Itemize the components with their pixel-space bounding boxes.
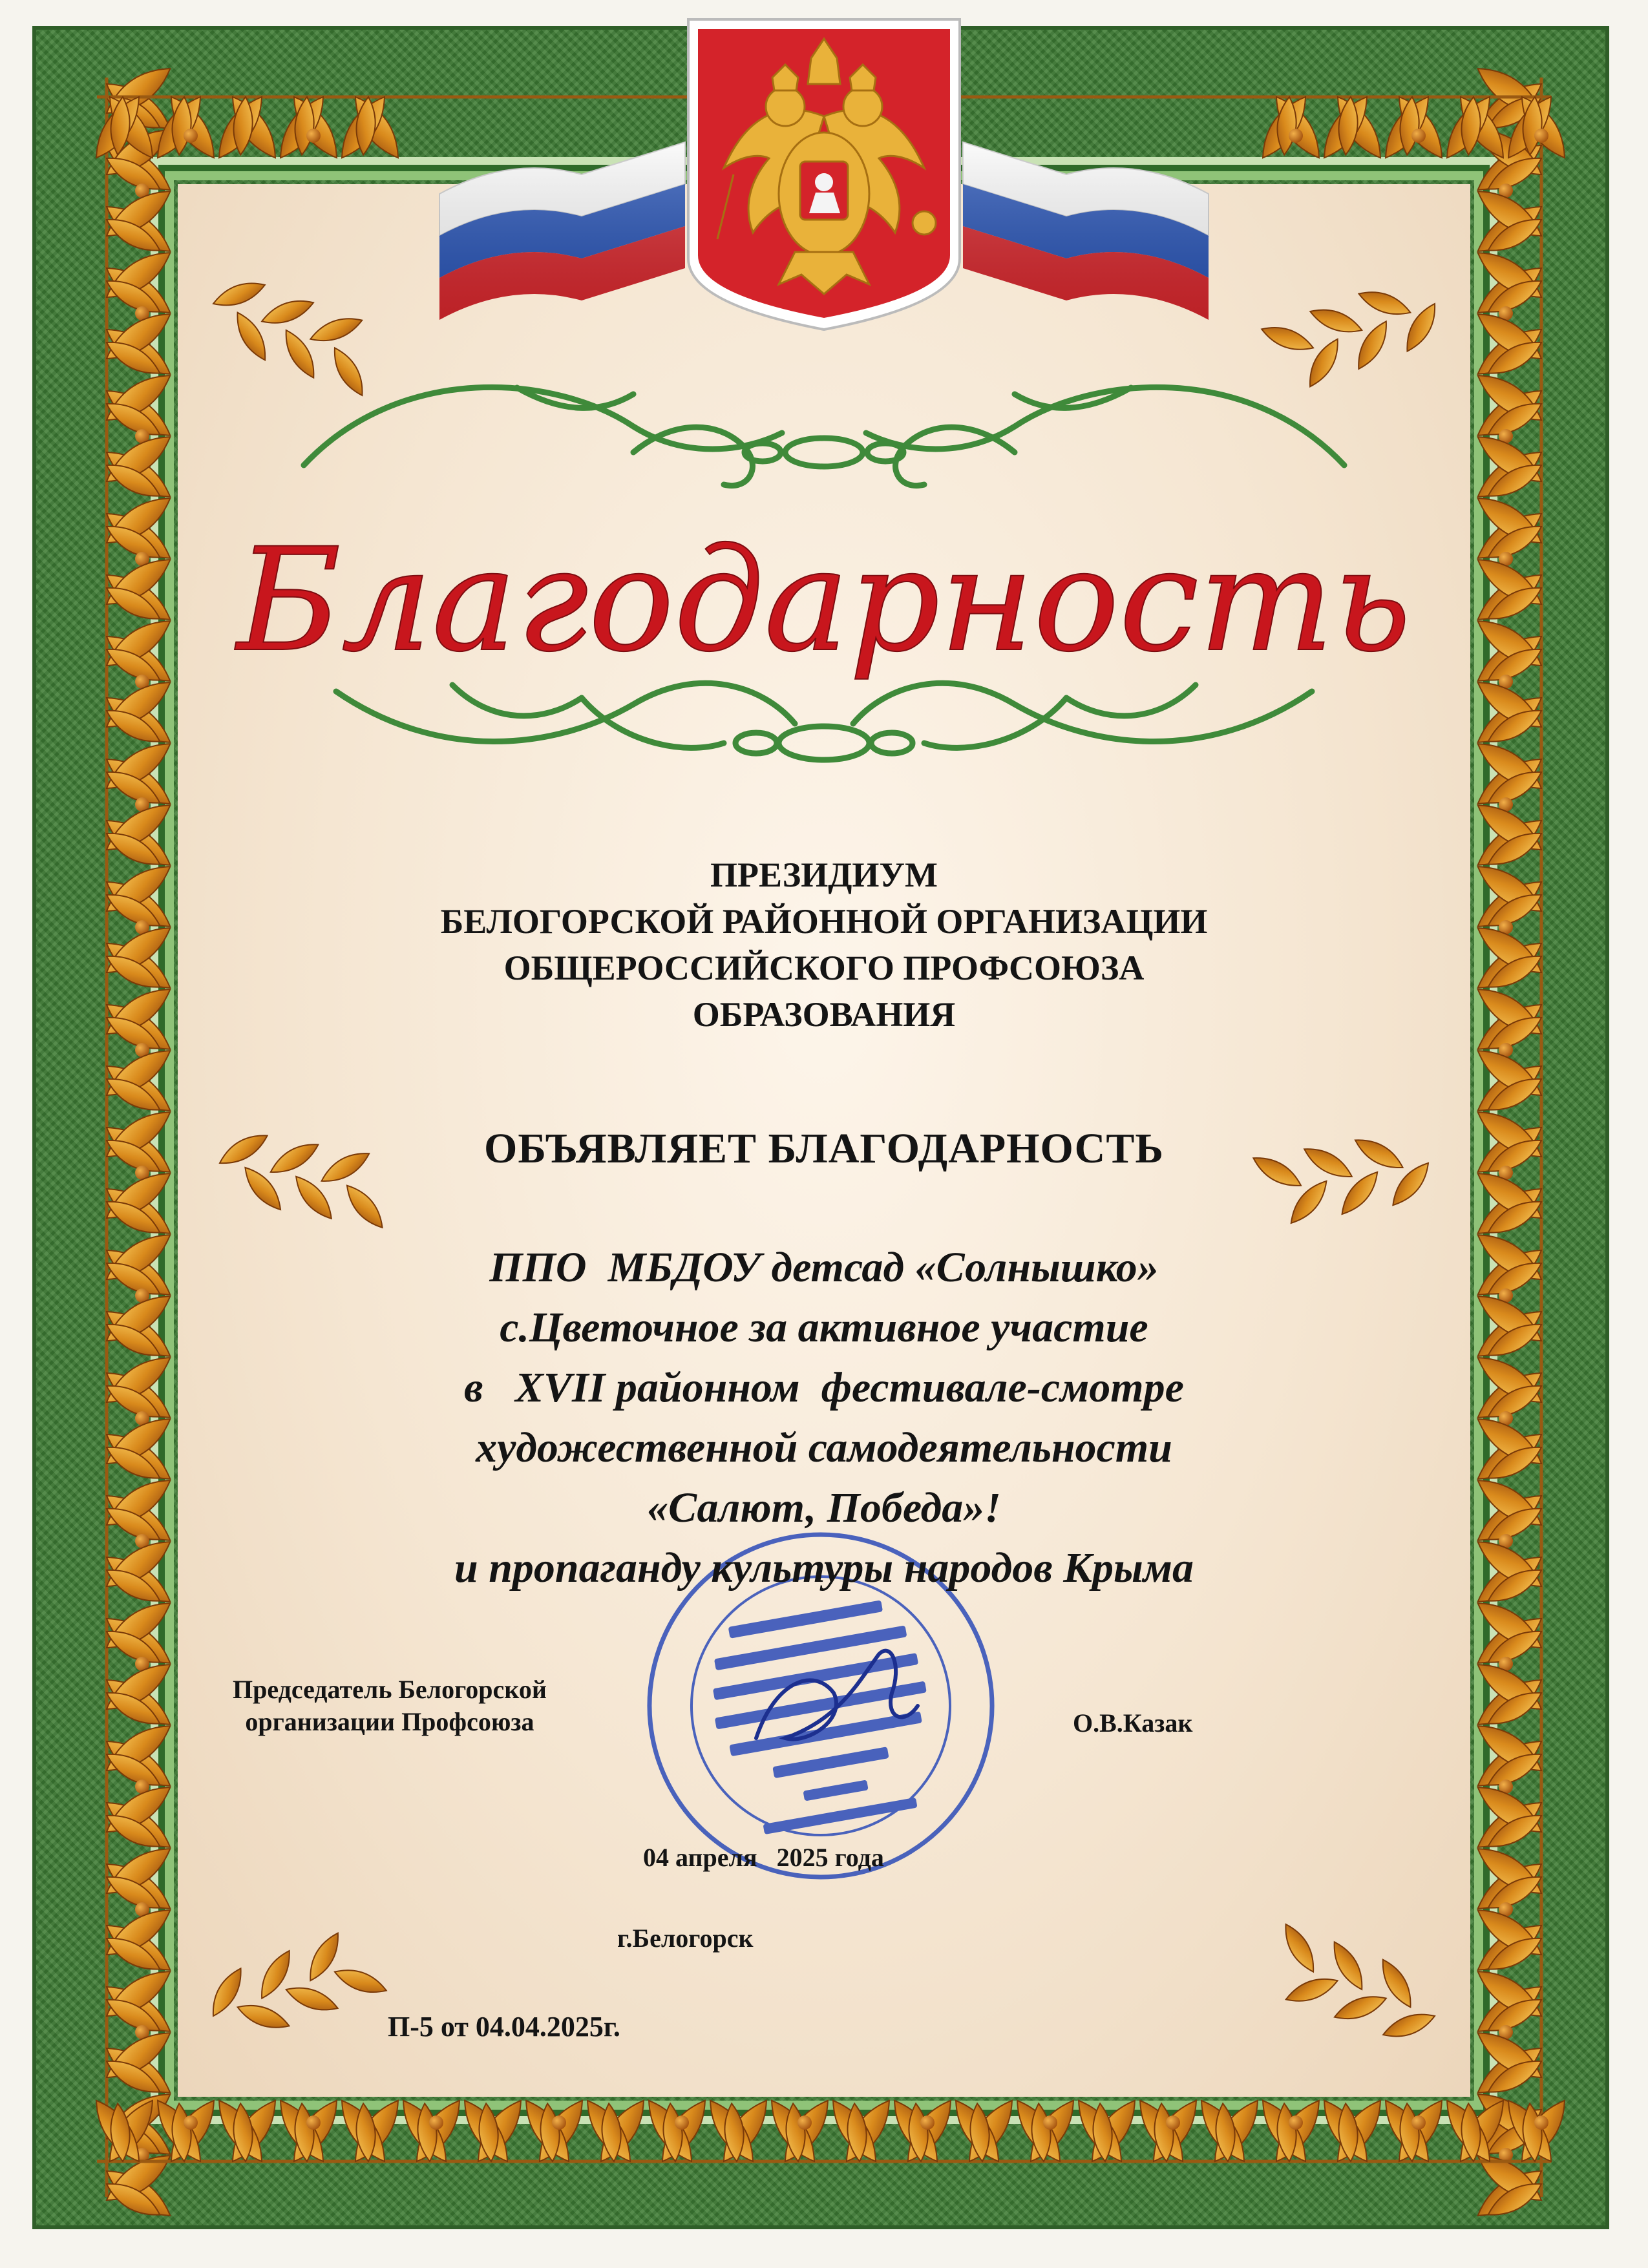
russian-flag-left <box>439 142 685 320</box>
laurel-berry <box>1166 2116 1180 2130</box>
laurel-berry <box>1289 129 1303 143</box>
issuer-line: ПРЕЗИДИУМ <box>710 856 938 894</box>
laurel-leaf <box>1307 303 1365 339</box>
russian-flag-right <box>963 142 1209 320</box>
laurel-berry <box>306 2116 321 2130</box>
laurel-berry <box>1411 129 1426 143</box>
laurel-berry <box>1411 2116 1426 2130</box>
laurel-berry <box>1043 2116 1057 2130</box>
laurel-berry <box>1289 2116 1303 2130</box>
laurel-berry <box>798 2116 812 2130</box>
laurel-leaf <box>1380 2008 1437 2043</box>
certificate-title: Благодарность <box>237 518 1411 683</box>
laurel-leaf <box>308 312 365 348</box>
laurel-leaf <box>259 295 317 330</box>
issue-city: г.Белогорск <box>617 1924 754 1953</box>
laurel-leaf <box>283 1981 341 2017</box>
body-line: и пропаганду культуры народов Крыма <box>454 1544 1194 1591</box>
laurel-berry <box>675 2116 689 2130</box>
laurel-berry <box>184 129 198 143</box>
issuer-line: БЕЛОГОРСКОЙ РАЙОННОЙ ОРГАНИЗАЦИИ <box>440 902 1208 941</box>
issue-date: 04 апреля 2025 года <box>643 1843 884 1872</box>
laurel-leaf <box>235 1999 292 2035</box>
body-line: художественной самодеятельности <box>476 1424 1172 1471</box>
signatory-title <box>233 1674 547 1738</box>
laurel-leaf <box>1356 286 1413 321</box>
body-line: в XVII районном фестивале-смотре <box>464 1364 1184 1411</box>
laurel-leaf <box>332 1964 389 1999</box>
coat-of-arms-icon <box>688 19 960 330</box>
body-text <box>0 1237 1648 1598</box>
laurel-leaf <box>1331 1990 1389 2026</box>
issuer-line: ОБЩЕРОССИЙСКОГО ПРОФСОЮЗА <box>503 949 1145 987</box>
announcement-heading: ОБЪЯВЛЯЕТ БЛАГОДАРНОСТЬ <box>484 1125 1164 1172</box>
order-reference: П-5 от 04.04.2025г. <box>388 2011 620 2042</box>
laurel-berry <box>920 2116 935 2130</box>
signatory-name: О.В.Казак <box>1073 1708 1193 1738</box>
laurel-leaf <box>1278 1920 1321 1976</box>
signatory-title-line: организации Профсоюза <box>245 1707 534 1736</box>
laurel-berry <box>306 129 321 143</box>
signatory-title-line: Председатель Белогорской <box>233 1675 547 1704</box>
issuer-line: ОБРАЗОВАНИЯ <box>692 995 956 1034</box>
body-line: «Салют, Победа»! <box>647 1484 1001 1531</box>
laurel-leaf <box>341 1180 389 1234</box>
body-line: ППО МБДОУ детсад «Солнышко» <box>489 1244 1159 1291</box>
flourish-bottom <box>336 683 1312 760</box>
laurel-berry <box>184 2116 198 2130</box>
laurel-berry <box>1534 2116 1548 2130</box>
laurel-berry <box>429 2116 443 2130</box>
body-line: с.Цветочное за активное участие <box>500 1304 1148 1351</box>
laurel-berry <box>1534 129 1548 143</box>
laurel-berry <box>552 2116 566 2130</box>
laurel-leaf <box>1283 1972 1340 2008</box>
laurel-leaf <box>210 277 268 312</box>
laurel-leaf <box>327 344 370 400</box>
flourish-top <box>304 387 1344 485</box>
issuer-block <box>0 852 1648 1038</box>
laurel-leaf <box>1259 321 1316 357</box>
